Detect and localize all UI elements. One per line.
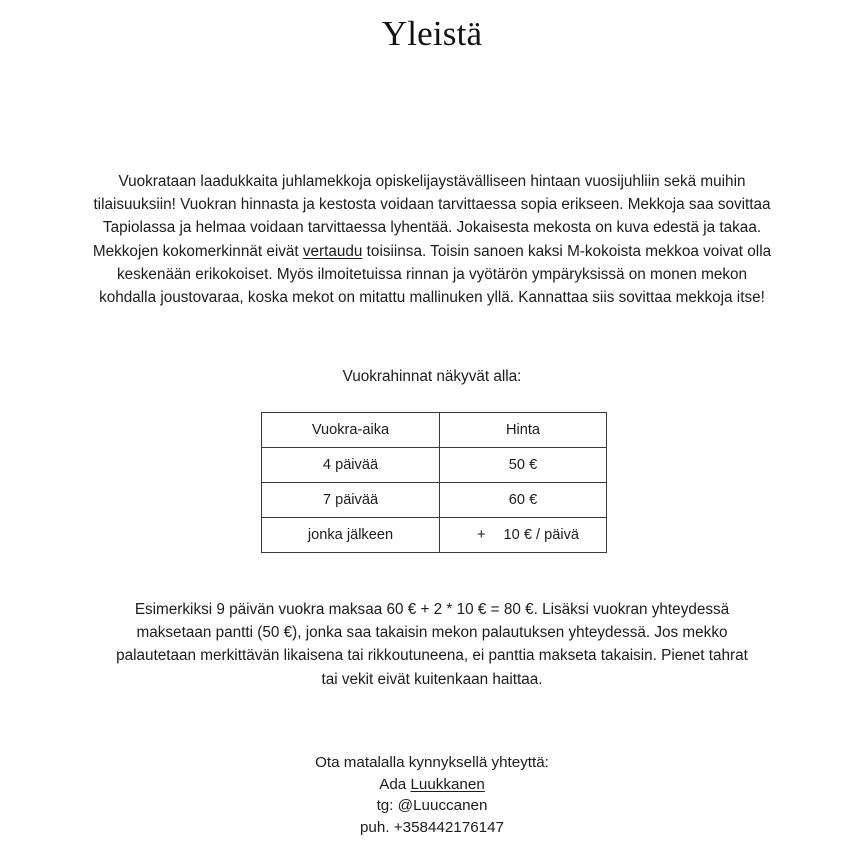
incremental-price-layout	[446, 518, 600, 552]
table-row	[262, 448, 607, 483]
plus-sign: +	[477, 527, 486, 543]
example-paragraph: Esimerkiksi 9 päivän vuokra maksaa 60 € + 2 * 10 € = 80 €. Lisäksi vuokran yhteydessä maksetaan pantti (50 €), jonka saa takaisin mekon palautuksen yhteydessä. Jos mekko palautetaan merkittävän likaisena tai rikkoutuneena, ei panttia makseta takaisin. Pienet tahrat tai vekit eivät kuitenkaan haittaa.	[116, 601, 748, 688]
contact-name-link[interactable]: Luukkanen	[410, 775, 485, 793]
table-cell-period: 7 päivää	[262, 483, 440, 518]
table-header-period: Vuokra-aika	[262, 413, 440, 448]
intro-text-part-2: toisiinsa. Toisin sanoen kaksi M-kokoista mekkoa voivat olla keskenään erikokoiset. Myös ilmoitetuissa rinnan ja vyötärön ympäryksissä on monen mekon kohdalla joustovaraa, koska mekot on mitattu mallinuken yllä. Kannattaa siis sovittaa mekkoja itse!	[99, 242, 772, 307]
intro-paragraph	[88, 170, 776, 309]
table-cell-price: 50 €	[440, 448, 607, 483]
price-table	[261, 412, 607, 553]
contact-block	[0, 752, 864, 838]
table-cell-period: 4 päivää	[262, 448, 440, 483]
underlined-word-vertaudu: vertaudu	[302, 242, 363, 260]
table-header-price: Hinta	[440, 413, 607, 448]
table-row	[262, 483, 607, 518]
contact-name-prefix: Ada	[379, 775, 411, 793]
intro-text-part-1: Vuokrataan laadukkaita juhlamekkoja opiskelijaystävälliseen hintaan vuosijuhliin sekä muihin tilaisuuksiin! Vuokran hinnasta ja kestosta voidaan tarvittaessa sopia erikseen. Mekkoja saa sovittaa Tapiolassa ja helmaa voidaan tarvittaessa lyhentää. Jokaisesta mekosta on kuva edestä ja takaa. Mekkojen kokomerkinnät eivät	[92, 173, 771, 260]
table-row	[262, 518, 607, 553]
incremental-price-value: 10 € / päivä	[503, 527, 579, 543]
table-cell-period: jonka jälkeen	[262, 518, 440, 553]
price-table-caption: Vuokrahinnat näkyvät alla:	[342, 368, 522, 385]
table-cell-price-incremental	[440, 518, 607, 553]
table-cell-price: 60 €	[440, 483, 607, 518]
contact-phone: puh. +358442176147	[359, 818, 504, 836]
contact-name-line	[0, 774, 864, 796]
contact-telegram: tg: @Luuccanen	[376, 797, 488, 814]
table-header-row	[262, 413, 607, 448]
contact-heading: Ota matalalla kynnyksellä yhteyttä:	[315, 754, 549, 771]
price-table-container	[261, 412, 607, 553]
page-title: Yleistä	[381, 14, 483, 53]
